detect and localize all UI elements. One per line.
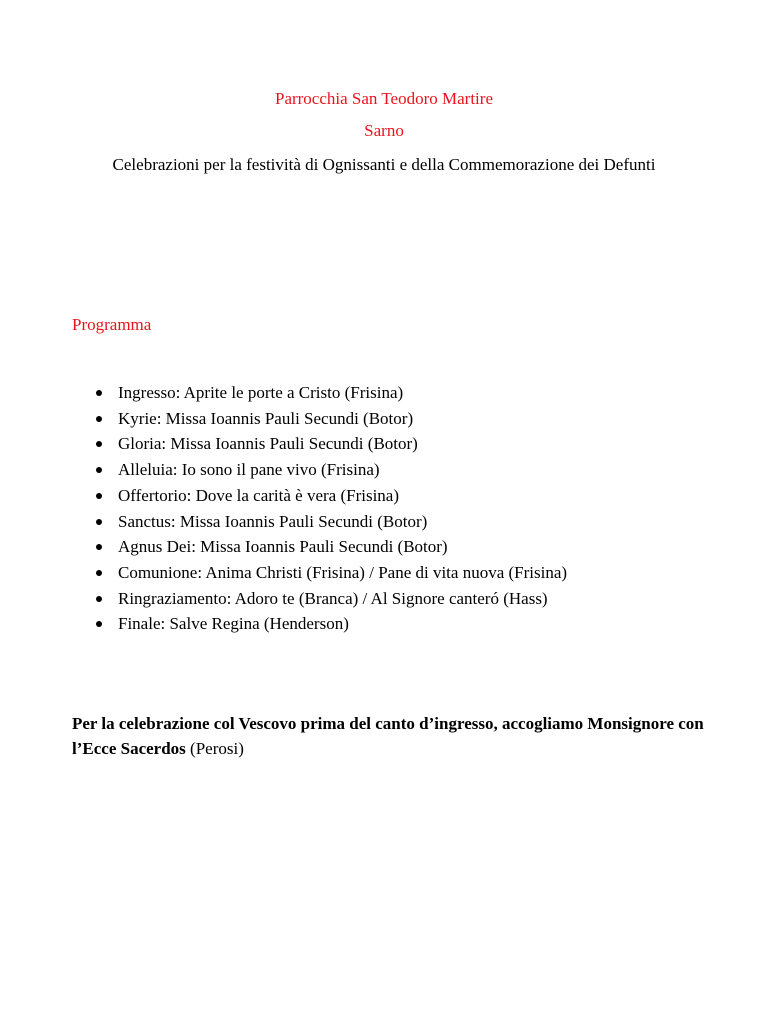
list-item — [72, 534, 712, 560]
list-item-text: Ringraziamento: Adoro te (Branca) / Al Signore canteró (Hass) — [118, 588, 548, 608]
list-item-text: Sanctus: Missa Ioannis Pauli Secundi (Botor) — [118, 511, 428, 531]
list-item — [72, 380, 712, 406]
list-item-text: Agnus Dei: Missa Ioannis Pauli Secundi (Botor) — [118, 537, 448, 557]
bullet-icon — [96, 416, 102, 422]
bullet-icon — [96, 493, 102, 499]
list-item — [72, 431, 712, 457]
parish-title: Parrocchia San Teodoro Martire — [274, 89, 493, 108]
list-item-text: Comunione: Anima Christi (Frisina) / Pane di vita nuova (Frisina) — [118, 562, 568, 582]
list-item-text: Ingresso: Aprite le porte a Cristo (Frisina) — [118, 383, 404, 402]
bullet-icon — [96, 621, 102, 627]
bullet-icon — [96, 441, 102, 447]
bullet-icon — [96, 467, 102, 473]
list-item — [72, 586, 712, 612]
list-item-text: Finale: Salve Regina (Henderson) — [118, 614, 349, 634]
bullet-icon — [96, 570, 102, 576]
list-item — [72, 560, 712, 586]
closing-paragraph — [72, 711, 712, 761]
list-item-text: Gloria: Missa Ioannis Pauli Secundi (Botor) — [118, 434, 418, 454]
list-item-text: Alleluia: Io sono il pane vivo (Frisina) — [118, 460, 380, 480]
list-item-text: Offertorio: Dove la carità è vera (Frisina) — [118, 485, 400, 505]
list-item — [72, 457, 712, 483]
celebration-subtitle: Celebrazioni per la festività di Ognissanti e della Commemorazione dei Defunti — [112, 155, 656, 174]
town-title: Sarno — [364, 121, 404, 140]
program-list — [72, 380, 712, 637]
program-heading: Programma — [72, 315, 152, 334]
bullet-icon — [96, 390, 102, 396]
list-item — [72, 611, 712, 637]
bullet-icon — [96, 544, 102, 550]
bullet-icon — [96, 519, 102, 525]
list-item — [72, 483, 712, 509]
list-item-text: Kyrie: Missa Ioannis Pauli Secundi (Botor) — [118, 408, 414, 428]
closing-normal-text: (Perosi) — [185, 739, 244, 758]
bullet-icon — [96, 596, 102, 602]
list-item — [72, 509, 712, 535]
closing-bold-text: Per la celebrazione col Vescovo prima del canto d’ingresso, accogliamo Monsignore con l’Ecce Sacerdos — [72, 714, 704, 758]
list-item — [72, 406, 712, 432]
